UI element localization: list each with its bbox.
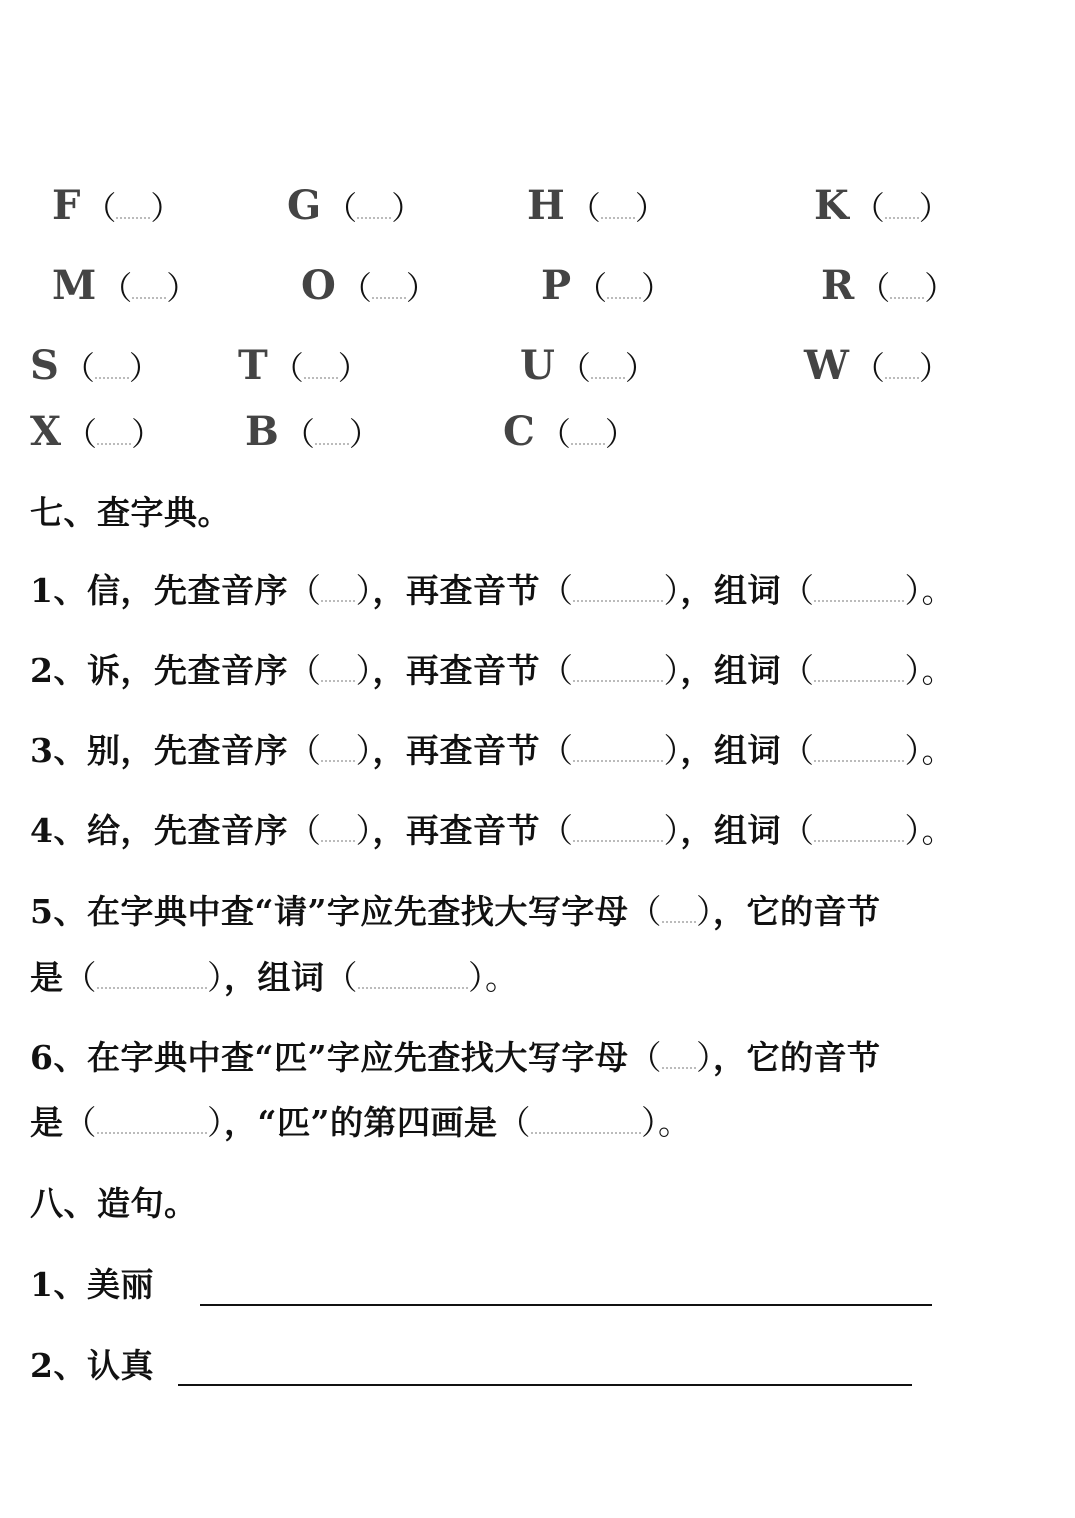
blank[interactable] <box>885 355 919 379</box>
blank[interactable] <box>607 275 641 299</box>
letter-item-O: O （ ） <box>301 262 438 309</box>
blank[interactable] <box>372 275 406 299</box>
blank[interactable] <box>357 195 391 219</box>
letter: K <box>814 182 849 229</box>
letter-item-R: R （ ） <box>821 262 957 309</box>
blank[interactable] <box>304 355 338 379</box>
sentence-answer-line-1[interactable] <box>200 1304 932 1306</box>
letter: B <box>245 408 279 455</box>
word-blank[interactable] <box>358 969 468 989</box>
syllable-blank[interactable] <box>97 1114 207 1134</box>
letter-item-H: H （ ） <box>527 182 667 229</box>
syllable-blank[interactable] <box>573 582 663 602</box>
stroke-blank[interactable] <box>531 1114 641 1134</box>
dictionary-question-6-line-2: 是（ ），“匹”的第四画是（ ）。 <box>30 1103 692 1142</box>
letter-item-W: W （ ） <box>804 342 951 389</box>
letter-item-F: F （ ） <box>52 182 183 229</box>
letter-item-X: X （ ） <box>30 408 164 455</box>
blank[interactable] <box>571 421 605 445</box>
dictionary-question-2: 2、诉，先查音序（ ），再查音节（ ），组词（ ）。 <box>30 651 955 690</box>
letter-item-S: S （ ） <box>30 342 161 389</box>
phonetic-initial-blank[interactable] <box>321 582 355 602</box>
phonetic-initial-blank[interactable] <box>321 742 355 762</box>
blank[interactable] <box>591 355 625 379</box>
section-7-title: 七、查字典。 <box>30 493 231 532</box>
letter-item-M: M （ ） <box>52 262 199 309</box>
letter: P <box>541 262 572 309</box>
letter: R <box>821 262 855 309</box>
letter: F <box>52 182 81 229</box>
sentence-item-1-label: 1、美丽 <box>30 1265 154 1304</box>
blank[interactable] <box>132 275 166 299</box>
sentence-answer-line-2[interactable] <box>178 1384 912 1386</box>
section-8-title: 八、造句。 <box>30 1184 198 1223</box>
word-blank[interactable] <box>814 662 904 682</box>
letter-item-K: K （ ） <box>814 182 951 229</box>
dictionary-question-3: 3、别，先查音序（ ），再查音节（ ），组词（ ）。 <box>30 731 955 770</box>
letter-item-U: U （ ） <box>520 342 657 389</box>
letter: G <box>287 182 322 229</box>
dictionary-question-5-line-1: 5、在字典中查“请”字应先查找大写字母（ ），它的音节 <box>30 892 881 931</box>
dictionary-question-5-line-2: 是（ ），组词（ ）。 <box>30 958 519 997</box>
word-blank[interactable] <box>814 582 904 602</box>
letter-item-T: T （ ） <box>238 342 370 389</box>
letter: H <box>527 182 565 229</box>
letter: W <box>804 342 849 389</box>
capital-letter-blank[interactable] <box>662 1049 696 1069</box>
letter: C <box>503 408 535 455</box>
dictionary-question-6-line-1: 6、在字典中查“匹”字应先查找大写字母（ ），它的音节 <box>30 1038 881 1077</box>
letter-item-P: P （ ） <box>541 262 674 309</box>
dictionary-question-1: 1、信，先查音序（ ），再查音节（ ），组词（ ）。 <box>30 571 955 610</box>
letter: S <box>30 342 59 389</box>
syllable-blank[interactable] <box>97 969 207 989</box>
letter: O <box>301 262 336 309</box>
blank[interactable] <box>890 275 924 299</box>
phonetic-initial-blank[interactable] <box>321 662 355 682</box>
phonetic-initial-blank[interactable] <box>321 822 355 842</box>
word-blank[interactable] <box>814 742 904 762</box>
blank[interactable] <box>885 195 919 219</box>
dictionary-question-4: 4、给，先查音序（ ），再查音节（ ），组词（ ）。 <box>30 811 955 850</box>
letter-item-G: G （ ） <box>287 182 424 229</box>
syllable-blank[interactable] <box>573 822 663 842</box>
blank[interactable] <box>315 421 349 445</box>
blank[interactable] <box>97 421 131 445</box>
letter: T <box>238 342 268 389</box>
blank[interactable] <box>601 195 635 219</box>
letter: U <box>520 342 555 389</box>
syllable-blank[interactable] <box>573 742 663 762</box>
blank[interactable] <box>116 195 150 219</box>
capital-letter-blank[interactable] <box>662 903 696 923</box>
word-blank[interactable] <box>814 822 904 842</box>
sentence-item-2-label: 2、认真 <box>30 1346 154 1385</box>
letter-item-B: B （ ） <box>245 408 381 455</box>
letter: M <box>52 262 97 309</box>
letter: X <box>30 408 62 455</box>
blank[interactable] <box>95 355 129 379</box>
syllable-blank[interactable] <box>573 662 663 682</box>
letter-item-C: C （ ） <box>503 408 637 455</box>
